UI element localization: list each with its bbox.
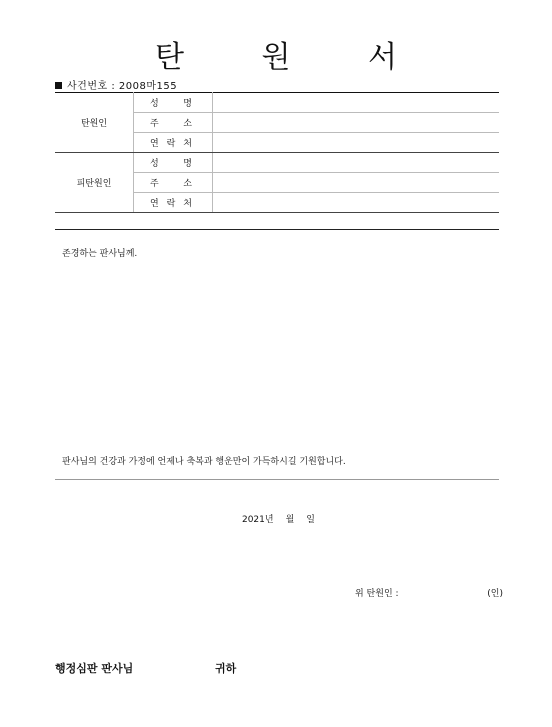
petitioner-label: 탄원인 (55, 93, 134, 153)
petitioner-contact-field[interactable] (213, 133, 500, 153)
petitioner-name-field[interactable] (213, 93, 500, 113)
petitioner-address-label: 주 소 (134, 113, 213, 133)
addressee-line (55, 660, 236, 676)
date-line (0, 512, 552, 525)
respondent-name-label: 성 명 (134, 153, 213, 173)
addressee-court: 행정심판 판사님 (55, 662, 134, 675)
case-number-value: 2008마155 (118, 81, 178, 92)
document-title: 탄 원 서 (154, 40, 431, 75)
salutation: 존경하는 판사님께. (62, 249, 138, 259)
case-number-label: 사건번호 : (67, 81, 116, 92)
body-top-rule (55, 229, 499, 230)
petitioner-contact-label: 연 락 처 (134, 133, 213, 153)
date-year: 2021년 (241, 515, 274, 525)
signature-label: 위 탄원인 : (355, 589, 399, 599)
addressee-honorific: 귀하 (215, 662, 237, 675)
petitioner-name-label: 성 명 (134, 93, 213, 113)
seal-mark: (인) (487, 589, 503, 599)
closing-sentence: 판사님의 건강과 가정에 언제나 축복과 행운만이 가득하시길 기원합니다. (62, 457, 346, 467)
petitioner-address-field[interactable] (213, 113, 500, 133)
respondent-address-label: 주 소 (134, 173, 213, 193)
party-info-table (55, 92, 499, 213)
signature-line (355, 586, 503, 599)
respondent-contact-label: 연 락 처 (134, 193, 213, 213)
respondent-contact-field[interactable] (213, 193, 500, 213)
case-number-line (55, 77, 177, 92)
respondent-address-field[interactable] (213, 173, 500, 193)
body-bottom-rule (55, 479, 499, 480)
date-month: 월 (285, 515, 295, 525)
square-bullet-icon (55, 82, 62, 89)
date-day: 일 (306, 515, 315, 525)
respondent-label: 피탄원인 (55, 153, 134, 213)
respondent-name-field[interactable] (213, 153, 500, 173)
